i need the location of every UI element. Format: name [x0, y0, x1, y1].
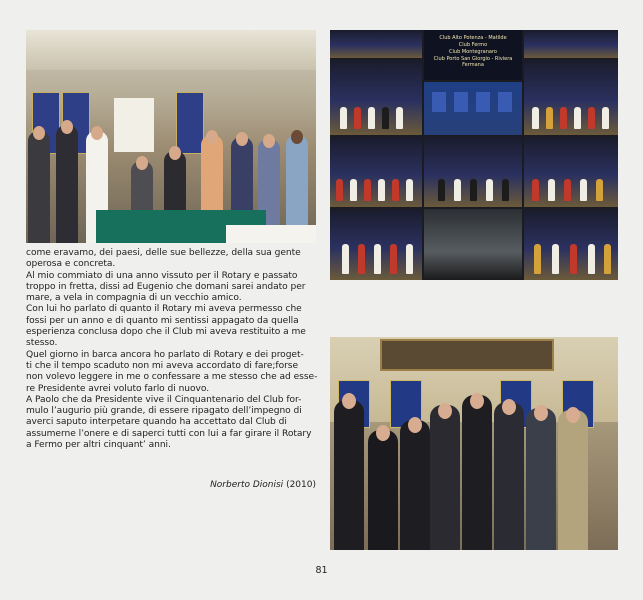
- dancer: [342, 244, 349, 274]
- face: [33, 126, 45, 140]
- person-figure: [28, 131, 50, 243]
- body-line: ti che il tempo scaduto non mi aveva accordato di fare;forse: [26, 360, 299, 371]
- dancer: [546, 107, 553, 129]
- body-line: assumerne l’onere e di saperci tutti con lui a far girare il Rotary: [26, 428, 312, 439]
- dancer: [560, 107, 567, 129]
- face: [263, 134, 275, 148]
- poster-line-1: Club Alto Potenza - Matilde: [439, 35, 507, 41]
- dancer: [406, 244, 413, 274]
- folk-dance-collage: [330, 30, 618, 280]
- dancer: [336, 179, 343, 201]
- body-line: operosa e concreta.: [26, 259, 116, 270]
- body-line: mare, a vela in compagnia di un vecchio amico.: [26, 293, 242, 304]
- dancer: [340, 107, 347, 129]
- dancer: [604, 244, 611, 274]
- person-figure: [462, 395, 492, 550]
- body-line: troppo in fretta, dissi ad Eugenio che domani sarei andato per: [26, 281, 306, 292]
- collage-cell: [524, 30, 618, 58]
- dancer: [532, 107, 539, 129]
- body-line: a Fermo per altri cinquant’ anni.: [26, 440, 171, 451]
- person-figure: [334, 400, 364, 550]
- dancer: [364, 179, 371, 201]
- face: [169, 146, 181, 160]
- white-tablecloth: [226, 225, 316, 243]
- collage-cell-banners: [424, 82, 522, 135]
- dancer: [588, 107, 595, 129]
- dancer: [406, 179, 413, 201]
- banner: [498, 92, 512, 112]
- face: [342, 393, 356, 409]
- face: [236, 132, 248, 146]
- dancer: [438, 179, 445, 201]
- face: [376, 425, 390, 441]
- collage-cell: [330, 60, 422, 135]
- dancer: [354, 107, 361, 129]
- bleed-through-text: [330, 285, 618, 329]
- person-figure: [400, 420, 430, 550]
- dancer: [454, 179, 461, 201]
- dancer: [588, 244, 595, 274]
- collage-cell: [330, 209, 422, 280]
- collage-cell-hall: [424, 209, 522, 280]
- person-figure: [56, 125, 78, 243]
- person-figure: [558, 410, 588, 550]
- body-line: mulo l’augurio più grande, di essere ripagato dell’impegno di: [26, 406, 302, 417]
- dancer: [534, 244, 541, 274]
- face: [136, 156, 148, 170]
- face: [408, 417, 422, 433]
- dancer: [350, 179, 357, 201]
- body-line: come eravamo, dei paesi, delle sue bellezze, della sua gente: [26, 248, 301, 258]
- ceiling: [26, 30, 316, 70]
- body-line: Quel giorno in barca ancora ho parlato di Rotary e dei proget-: [26, 349, 304, 360]
- collage-cell: [524, 209, 618, 280]
- person-figure: [526, 408, 556, 550]
- poster-line-4: Club Porto San Giorgio - Riviera Fermana: [433, 56, 513, 68]
- collage-cell: [330, 137, 422, 207]
- dancer: [570, 244, 577, 274]
- poster-line-3: Club Montegranaro: [449, 49, 497, 55]
- collage-cell: [424, 137, 522, 207]
- poster-board: [114, 98, 154, 152]
- dancer: [532, 179, 539, 201]
- dancer: [392, 179, 399, 201]
- body-line: esperienza conclusa dopo che il Club mi aveva restituito a me: [26, 327, 306, 338]
- banner: [476, 92, 490, 112]
- dancer: [548, 179, 555, 201]
- person-figure: [368, 430, 398, 550]
- dancer: [368, 107, 375, 129]
- author-name: Norberto Dionisi: [210, 480, 284, 490]
- dancer: [580, 179, 587, 201]
- body-line: non volevo leggere in me o confessare a me stesso che ad esse-: [26, 372, 318, 383]
- body-line: A Paolo che da Presidente vive il Cinquantenario del Club for-: [26, 394, 302, 405]
- group-photo: [330, 337, 618, 550]
- dancer: [358, 244, 365, 274]
- body-line: re Presidente avrei voluto farlo di nuovo.: [26, 383, 210, 394]
- dancer: [574, 107, 581, 129]
- body-line: averci saputo interpetare quando ha accettato dal Club di: [26, 417, 287, 428]
- dancer: [502, 179, 509, 201]
- article-body: [26, 248, 318, 451]
- body-line: Con lui ho parlato di quanto il Rotary mi aveva permesso che: [26, 304, 302, 315]
- dancer: [390, 244, 397, 274]
- dancer: [382, 107, 389, 129]
- collage-poster: [424, 30, 522, 80]
- dancer: [374, 244, 381, 274]
- face: [566, 407, 580, 423]
- face: [291, 130, 303, 144]
- body-line: fossi per un anno e di quanto mi sentissi appagato da quella: [26, 315, 299, 326]
- dancer: [486, 179, 493, 201]
- page-number: 81: [315, 565, 328, 576]
- painting: [380, 339, 554, 371]
- dancer: [564, 179, 571, 201]
- face: [206, 130, 218, 144]
- body-line: stesso.: [26, 338, 58, 349]
- face: [470, 393, 484, 409]
- face: [91, 126, 103, 140]
- dancer: [596, 179, 603, 201]
- author-signature: [26, 480, 316, 490]
- collage-cell: [524, 60, 618, 135]
- dancer: [470, 179, 477, 201]
- ceremony-photo: [26, 30, 316, 243]
- author-year: (2010): [286, 480, 316, 490]
- rotary-banner: [176, 92, 204, 154]
- banner: [454, 92, 468, 112]
- collage-cell: [330, 30, 422, 58]
- face: [534, 405, 548, 421]
- person-figure: [494, 402, 524, 550]
- body-line: Al mio commiato di una anno vissuto per il Rotary e passato: [26, 270, 298, 281]
- poster-line-2: Club Fermo: [458, 42, 488, 48]
- face: [438, 403, 452, 419]
- banner: [432, 92, 446, 112]
- dancer: [396, 107, 403, 129]
- face: [502, 399, 516, 415]
- dancer: [378, 179, 385, 201]
- person-figure: [430, 405, 460, 550]
- face: [61, 120, 73, 134]
- dancer: [602, 107, 609, 129]
- collage-cell: [524, 137, 618, 207]
- dancer: [552, 244, 559, 274]
